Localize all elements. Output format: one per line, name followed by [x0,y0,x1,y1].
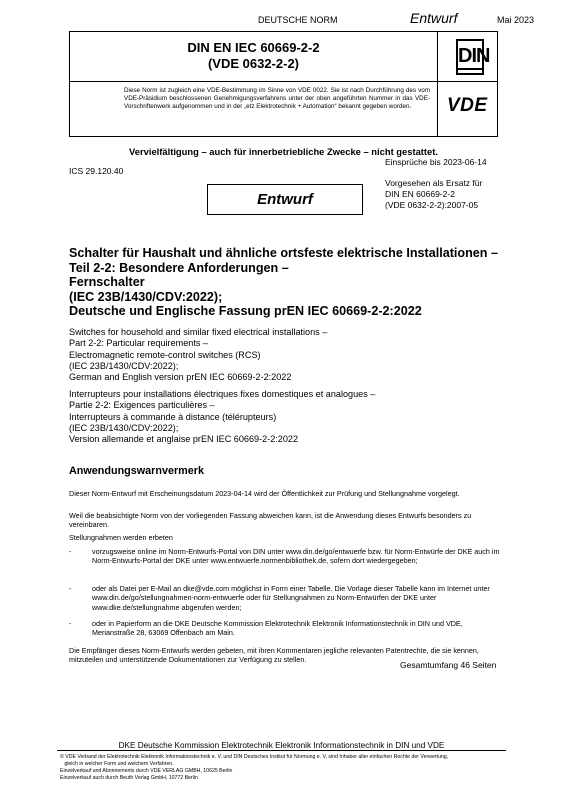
vde-notice: Diese Norm ist zugleich eine VDE-Bestimmung im Sinne von VDE 0022. Sie ist nach Durchführung des vom VDE-Präsidium beschlossenen Genehmigungsverfahrens unter der oben angeführten Nummer in das VDE-Vorschriftenwerk aufgenommen und in der „etz Elektrotechnik + Automation“ bekannt gegeben worden. [124,87,430,111]
replacement-note [385,178,482,211]
title-line: Part 2-2: Particular requirements – [69,338,208,349]
norm-type: DEUTSCHE NORM [258,15,338,25]
total-pages: Gesamtumfang 46 Seiten [400,660,497,670]
vde-logo: VDE [447,95,488,116]
draft-stamp: Entwurf [207,184,363,215]
copyright-line: Einzelverkauf und Abonnements durch VDE VERLAG GMBH, 10625 Berlin [60,768,233,774]
title-line: Schalter für Haushalt und ähnliche ortsfeste elektrische Installationen – [69,246,499,260]
footer-rule [57,750,506,751]
title-line: Version allemande et anglaise prEN IEC 60669-2-2:2022 [69,434,299,445]
title-line: Fernschalter [69,275,145,290]
warning-paragraph: Dieser Norm-Entwurf mit Erscheinungsdatum 2023-04-14 wird der Öffentlichkeit zur Prüfung und Stellungnahme vorgelegt. [69,489,460,498]
title-french [69,389,509,445]
copyright-line: gleich in welcher Form und welchem Verfahren. [60,761,174,767]
list-dash: - [69,547,72,556]
ics-code: ICS 29.120.40 [69,166,124,176]
title-line: Teil 2-2: Besondere Anforderungen – [69,260,289,275]
list-item-text: oder in Papierform an die DKE Deutsche Kommission Elektrotechnik Elektronik Informationstechnik in DIN und VDE, Merianstraße 28, 63069 Offenbach am Main. [92,619,463,638]
title-line: Partie 2-2: Exigences particulières – [69,400,215,411]
title-line: (IEC 23B/1430/CDV:2022); [69,422,179,433]
copyright-line: Einzelverkauf auch durch Beuth Verlag GmbH, 10772 Berlin [60,775,198,781]
title-line: (IEC 23B/1430/CDV:2022); [69,360,179,371]
copyright-block [60,754,510,782]
list-dash: - [69,584,72,593]
vde-number: (VDE 0632-2-2) [207,56,300,71]
issue-date: Mai 2023 [497,15,535,25]
replacement-line: Vorgesehen als Ersatz für [385,178,483,188]
title-line: German and English version prEN IEC 60669-2-2:2022 [69,372,292,383]
title-line: Electromagnetic remote-control switches (RCS) [69,349,261,360]
list-dash: - [69,619,72,628]
list-item-text: oder als Datei per E-Mail an dke@vde.com möglichst in Form einer Tabelle. Die Vorlage dieser Tabelle kann im Internet unter www.din.de/go/stellungnahmen-norm-entwuerfe oder für Stellungnahmen zu Norm-Entwürfen der DKE unter www.dke.de/stellungnahme abgerufen werden; [92,584,490,612]
title-line: (IEC 23B/1430/CDV:2022); [69,289,223,304]
box-divider-vertical [437,32,438,136]
warning-paragraph: Stellungnahmen werden erbeten [69,533,173,542]
replacement-line: (VDE 0632-2-2):2007-05 [385,200,479,210]
copy-notice: Vervielfältigung – auch für innerbetriebliche Zwecke – nicht gestattet. [129,146,438,157]
din-logo-bar [458,68,482,70]
din-logo-text: DIN [458,45,490,67]
title-line: Switches for household and similar fixed electrical installations – [69,327,328,337]
draft-label: Entwurf [410,10,458,26]
dke-footer-text: DKE Deutsche Kommission Elektrotechnik Elektronik Informationstechnik in DIN und VDE [118,741,445,750]
patent-notice: Die Empfänger dieses Norm-Entwurfs werden gebeten, mit ihren Kommentaren jegliche relevanten Patentrechte, die sie kennen, mitzuteilen und unterstützende Dokumentationen zur Verfügung zu stellen. [69,646,479,665]
title-line: Interrupteurs pour installations électriques fixes domestiques et analogues – [69,389,376,399]
objection-deadline: Einsprüche bis 2023-06-14 [385,157,487,167]
standard-number: DIN EN IEC 60669-2-2 [187,40,320,55]
title-line: Interrupteurs à commande à distance (télérupteurs) [69,411,277,422]
list-item-text: vorzugsweise online im Norm-Entwurfs-Portal von DIN unter www.din.de/go/entwuerfe bzw. für Norm-Entwürfe der DKE auch im Norm-Entwurfs-Portal der DKE unter www.entwuerfe.normenbibliothek.de, sofern dort wiedergegeben; [92,547,500,566]
warning-heading: Anwendungswarnvermerk [69,465,204,477]
box-divider-horizontal [70,81,497,82]
standard-number-block [70,40,437,72]
copyright-line: © VDE Verband der Elektrotechnik Elektronik Informationstechnik e. V. und DIN Deutsches Institut für Normung e. V. sind Inhaber aller einfachen Rechte der Verwertung, [60,754,449,760]
title-line: Deutsche und Englische Fassung prEN IEC 60669-2-2:2022 [69,304,422,319]
din-logo [456,39,490,75]
title-german [69,246,509,319]
title-english [69,327,509,383]
replacement-line: DIN EN 60669-2-2 [385,189,455,199]
standard-box [69,31,498,137]
warning-paragraph: Weil die beabsichtigte Norm von der vorliegenden Fassung abweichen kann, ist die Anwendung dieses Entwurfs besonders zu vereinbaren. [69,511,472,530]
